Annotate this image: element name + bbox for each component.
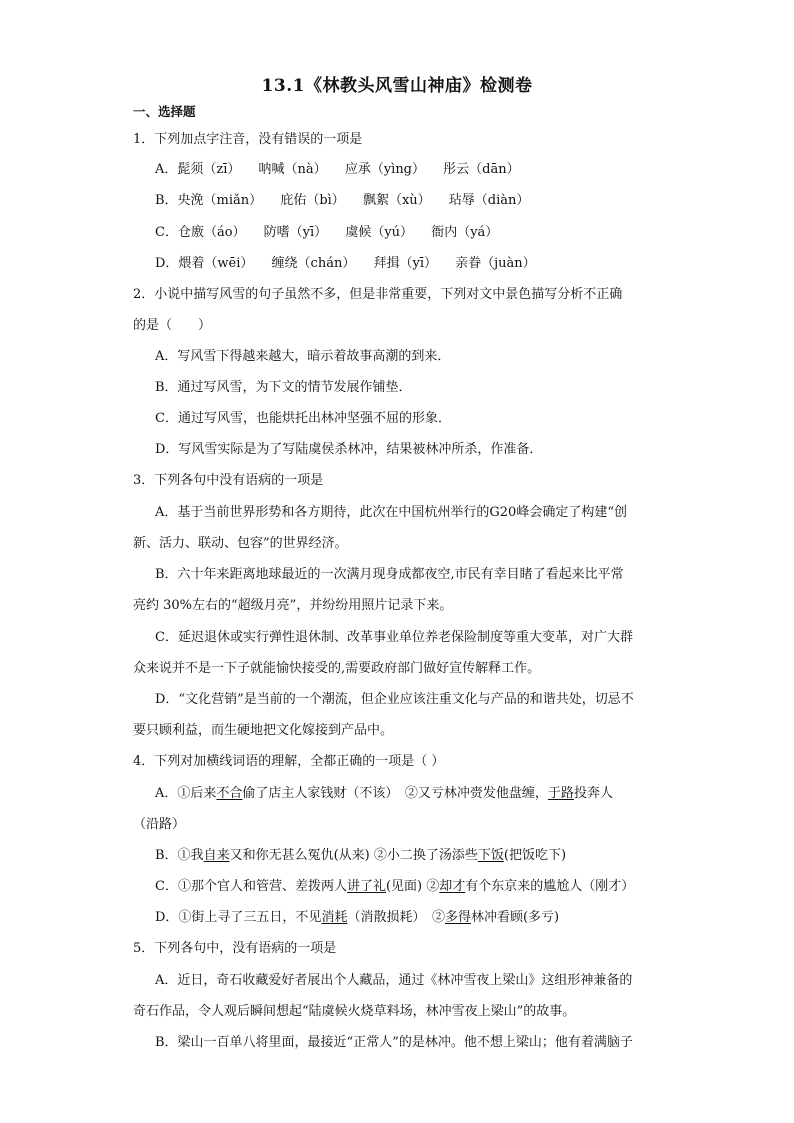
- q1-c-2: 防嗜（yī）: [263, 225, 328, 240]
- q3-option-d: D．“文化营销”是当前的一个潮流，但企业应该注重文化与产品的和谐共处，切忌不: [155, 692, 634, 707]
- q4-a-pre: A．①后来: [155, 786, 217, 801]
- q1-option-b: [155, 193, 529, 209]
- q4-b-pre: B．①我: [155, 848, 204, 863]
- q5-option-a-cont: 奇石作品，令人观后瞬间想起“陆虞候火烧草料场，林冲雪夜上梁山”的故事。: [133, 1004, 576, 1019]
- q1-a-1: A．髭须（zī）: [155, 162, 241, 177]
- q5-option-a: A．近日，奇石收藏爱好者展出个人藏品，通过《林冲雪夜上梁山》这组形神兼备的: [155, 973, 633, 988]
- q4-c-pre: C．①那个官人和管营、差拨两人: [155, 879, 347, 894]
- q1-a-4: 彤云（dān）: [443, 162, 520, 177]
- q4-option-a: [155, 786, 613, 802]
- q1-option-a: [155, 162, 520, 178]
- q3-option-a-cont: 新、活力、联动、包容”的世界经济。: [133, 536, 348, 551]
- q1-c-3: 虞候（yú）: [345, 225, 414, 240]
- q3-option-d-cont: 要只顾利益，而生硬地把文化嫁接到产品中。: [133, 723, 394, 738]
- question-2-stem: 2．小说中描写风雪的句子虽然不多，但是非常重要，下列对文中景色描写分析不正确: [133, 287, 623, 302]
- q4-c-post: 有个东京来的尴尬人（刚才）: [465, 879, 635, 894]
- q3-option-b-cont: 亮约 30%左右的“超级月亮”，并纷纷用照片记录下来。: [133, 598, 453, 613]
- q4-d-mid: （消散损耗） ②: [347, 910, 445, 925]
- q4-option-c: [155, 879, 634, 895]
- q4-b-underlined-2: 下饭: [477, 848, 504, 863]
- q1-d-3: 拜揖（yī）: [373, 256, 437, 271]
- q2-option-d: D．写风雪实际是为了写陆虞侯杀林冲，结果被林冲所杀，作准备．: [155, 442, 543, 457]
- q4-c-underlined-2: 却才: [439, 879, 466, 894]
- q1-option-c: [155, 225, 498, 241]
- q4-option-d: [155, 910, 559, 926]
- q4-option-b: [155, 848, 566, 864]
- q2-option-c: C．通过写风雪，也能烘托出林冲坚强不屈的形象．: [155, 411, 451, 426]
- q2-option-b: B．通过写风雪，为下文的情节发展作铺垫．: [155, 380, 412, 395]
- q4-d-underlined-2: 多得: [444, 910, 471, 925]
- q1-a-2: 呐喊（nà）: [258, 162, 327, 177]
- q4-d-pre: D．①街上寻了三五日，不见: [155, 910, 322, 925]
- question-5-stem: 5．下列各句中，没有语病的一项是: [133, 941, 337, 956]
- section-heading: 一、选择题: [133, 104, 196, 119]
- q4-d-underlined-1: 消耗: [321, 910, 348, 925]
- q1-b-1: B．央浼（miǎn）: [155, 193, 263, 208]
- page-title: 13.1《林教头风雪山神庙》检测卷: [261, 76, 533, 96]
- q3-option-b: B．六十年来距离地球最近的一次满月现身成都夜空,市民有幸目睹了看起来比平常: [155, 567, 624, 582]
- q1-d-2: 缠绕（chán）: [271, 256, 356, 271]
- q1-b-4: 玷辱（diàn）: [448, 193, 530, 208]
- q3-option-c: C．延迟退休或实行弹性退休制、改革事业单位养老保险制度等重大变革，对广大群: [155, 630, 633, 645]
- q1-option-d: [155, 256, 536, 272]
- q4-a-underlined-2: 于路: [547, 786, 574, 801]
- q4-c-mid: (见面) ②: [385, 879, 440, 894]
- question-4-stem: 4．下列对加横线词语的理解，全都正确的一项是（ ）: [133, 754, 445, 769]
- q3-option-c-cont: 众来说并不是一下子就能愉快接受的,需要政府部门做好宣传解释工作。: [133, 661, 541, 676]
- q1-b-2: 庇佑（bì）: [280, 193, 345, 208]
- q1-b-3: 飘絮（xù）: [362, 193, 431, 208]
- q1-d-1: D．煨着（wēi）: [155, 256, 254, 271]
- q5-option-b: B．梁山一百单八将里面，最接近“正常人”的是林冲。他不想上梁山；他有着满脑子: [155, 1035, 633, 1050]
- question-2-stem-cont: 的是（ ）: [133, 318, 212, 333]
- q3-option-a: A．基于当前世界形势和各方期待，此次在中国杭州举行的G20峰会确定了构建“创: [155, 505, 627, 520]
- q1-c-1: C．仓廒（áo）: [155, 225, 246, 240]
- q1-c-4: 衙内（yá）: [431, 225, 499, 240]
- q4-a-post: 投奔人: [573, 786, 613, 801]
- question-1-stem: 1．下列加点字注音，没有错误的一项是: [133, 132, 363, 147]
- q1-d-4: 亲眷（juàn）: [455, 256, 536, 271]
- q1-a-3: 应承（yìng）: [344, 162, 426, 177]
- q4-a-underlined-1: 不合: [216, 786, 243, 801]
- q2-option-a: A．写风雪下得越来越大，暗示着故事高潮的到来．: [155, 349, 451, 364]
- q4-a-mid: 偷了店主人家钱财（不该） ②又亏林冲赍发他盘缠，: [242, 786, 548, 801]
- q4-c-underlined-1: 讲了礼: [346, 879, 386, 894]
- q4-option-a-cont: （沿路）: [133, 817, 186, 832]
- q4-b-post: (把饭吃下): [503, 848, 567, 863]
- q4-b-underlined-1: 自来: [203, 848, 230, 863]
- question-3-stem: 3．下列各句中没有语病的一项是: [133, 473, 324, 488]
- q4-b-mid: 又和你无甚么冤仇(从来) ②小二换了汤添些: [229, 848, 478, 863]
- q4-d-post: 林冲看顾(多亏): [470, 910, 560, 925]
